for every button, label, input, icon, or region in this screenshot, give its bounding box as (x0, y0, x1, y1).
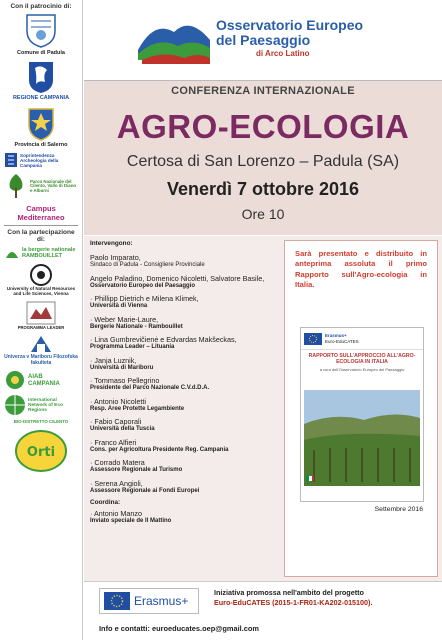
report-announcement: Sarà presentato e distribuito in anteprima assoluta il primo Rapporto sull'Agro-ecologia in Italia. (295, 249, 427, 289)
speaker-role: Programma Leader – Lituania (90, 344, 175, 350)
speaker-role: Università di Vienna (90, 303, 148, 309)
speaker-role: Presidente del Parco Nazionale C.V.d.D.A. (90, 385, 210, 391)
speaker-item (90, 253, 280, 270)
regione-campania-logo (4, 60, 78, 101)
event-time: Ore 10 (241, 206, 285, 222)
provincia-salerno-caption: Provincia di Salerno (14, 142, 68, 149)
coordinator-item (90, 509, 280, 526)
speaker-name: Paolo Imparato, (90, 253, 141, 262)
maribor-caption: Univerza v Mariboru Filozofska fakulteta (4, 354, 78, 366)
coordinator-name: · Antonio Manzo (90, 509, 142, 518)
speaker-item (90, 294, 280, 311)
report-cover-erasmus-label: Erasmus+ (325, 333, 347, 339)
speaker-item (90, 417, 280, 434)
speaker-role: Resp. Aree Protette Legambiente (90, 405, 185, 412)
report-cover-subtitle: a cura dell'Osservatorio Europeo del Paesaggio (319, 367, 405, 373)
org-line2: del Paesaggio (216, 31, 311, 48)
coordinator-label: Coordina: (90, 499, 121, 506)
regione-campania-caption: REGIONE CAMPANIA (12, 95, 70, 102)
sidebar-divider (4, 225, 78, 226)
speaker-name: · Franco Alfieri (90, 437, 137, 447)
comune-padula-logo (4, 13, 78, 56)
speaker-item (90, 356, 280, 373)
speaker-role: Cons. per Agricoltura Presidente Reg. Campania (90, 446, 229, 453)
organizer-header (84, 0, 442, 80)
aiab-logo (4, 370, 78, 390)
event-title: AGRO-ECOLOGIA (116, 108, 410, 145)
boku-caption: University of Natural Resources and Life Sciences, Vienna (6, 285, 76, 296)
initiative-line1: Iniziativa promossa nell'ambito del progetto (214, 588, 364, 597)
report-date: Settembre 2016 (374, 506, 423, 513)
soprintendenza-logo (4, 152, 78, 168)
parco-caption: Parco Nazionale del Cilento, Vallo di Diano e Alburni (30, 178, 77, 194)
speaker-item (90, 274, 280, 291)
speaker-role: Università della Tuscia (90, 426, 155, 432)
conference-label: CONFERENZA INTERNAZIONALE (171, 85, 355, 97)
erasmus-label: Erasmus+ (134, 594, 189, 608)
speaker-name: · Weber Marie-Laure, (90, 314, 159, 324)
iner-logo (4, 394, 78, 416)
leader-caption: PROGRAMMA LEADER (17, 324, 65, 330)
leader-icon (26, 301, 56, 325)
initiative-text (214, 588, 439, 607)
event-date: Venerdì 7 ottobre 2016 (166, 179, 360, 199)
speaker-name: · Tommaso Pellegrino (90, 376, 160, 385)
campania-shield-icon (27, 60, 55, 94)
aiab-icon (4, 370, 26, 390)
speaker-name: · Serena Angioli, (90, 478, 143, 488)
speaker-role: Osservatorio Europeo del Paesaggio (90, 282, 196, 289)
org-line1: Osservatorio Europeo (216, 17, 364, 33)
parco-nazionale-logo (4, 172, 78, 200)
speaker-name: · Fabio Caporali (90, 417, 142, 426)
bergerie-icon (4, 246, 20, 260)
svg-text:Orti: Orti (26, 445, 56, 461)
leader-logo (4, 301, 78, 331)
boku-logo (4, 264, 78, 297)
speaker-name: · Janja Luznik, (90, 355, 137, 365)
speaker-role: Assessore Regionale al Turismo (90, 467, 183, 473)
soprintendenza-caption: Soprintendenza Archeologia della Campania (20, 153, 59, 169)
bio-distretto-logo (4, 419, 78, 425)
report-panel (284, 240, 438, 577)
bergerie-caption: la bergerie nationale RAMBOUILLET (22, 247, 76, 260)
eu-flag-icon (104, 592, 130, 610)
speaker-role: Bergerie Nationale - Rambouillet (90, 323, 183, 330)
contact-info: Info e contatti: euroeducates.oep@gmail.com (99, 624, 259, 633)
aiab-caption: AIAB CAMPANIA (28, 374, 60, 387)
speaker-name: · Antonio Nicoletti (90, 396, 146, 406)
event-place: Certosa di San Lorenzo – Padula (SA) (126, 153, 400, 170)
eu-flag-icon (304, 333, 322, 345)
organizer-name (216, 18, 363, 58)
maribor-logo (4, 334, 78, 366)
speaker-role: Università di Mariboru (90, 364, 154, 371)
report-cover (300, 327, 424, 513)
speakers-label: Intervengono: (90, 240, 133, 247)
erasmus-logo (99, 588, 199, 614)
bio-distretto-caption: BIO-DISTRETTO CILENTO (13, 419, 69, 425)
report-cover-title: RAPPORTO SULL'APPROCCIO ALL'AGRO-ECOLOGIA IN ITALIA (308, 353, 416, 366)
boku-icon (30, 264, 52, 286)
soprintendenza-icon (4, 152, 18, 168)
oep-landscape-icon (134, 10, 214, 66)
report-cover-erasmus (325, 333, 359, 344)
speaker-item (90, 335, 280, 352)
org-line3: di Arco Latino (256, 49, 310, 59)
provincia-salerno-logo (4, 105, 78, 148)
initiative-line2: Euro-EduCATES (2015-1-FR01-KA202-015100). (214, 597, 373, 607)
poster-main (84, 0, 442, 640)
speaker-item (90, 376, 280, 393)
bergerie-logo (4, 246, 78, 260)
speaker-item (90, 479, 280, 496)
event-band (84, 80, 442, 235)
globe-icon (4, 394, 26, 416)
footer (84, 581, 442, 640)
iner-caption: International Network of Eco Regions (28, 397, 63, 414)
maribor-icon (29, 334, 53, 354)
vineyard-image-icon (304, 390, 420, 486)
speaker-item (90, 458, 280, 475)
padula-crest-icon (21, 13, 61, 49)
parco-tree-icon (4, 172, 28, 200)
sponsor-sidebar (0, 0, 83, 640)
speaker-name: · Phillipp Dietrich e Milena Klimek, (90, 294, 199, 303)
content-area (84, 236, 442, 581)
speaker-name: · Corrado Matera (90, 458, 145, 467)
speaker-role: Sindaco di Padula - Consigliere Provinciale (90, 262, 205, 268)
campus-mediterraneo-logo (4, 204, 78, 222)
speaker-item (90, 315, 280, 332)
report-cover-header (301, 328, 423, 350)
patronage-label: Con il patrocinio di: (10, 3, 72, 10)
comune-padula-caption: Comune di Padula (17, 50, 65, 56)
coordinator-role: Inviato speciale de Il Mattino (90, 518, 172, 524)
orti-icon (14, 429, 68, 473)
speaker-item (90, 397, 280, 414)
campus-caption: Campus Mediterraneo (17, 204, 65, 222)
speaker-name: · Lina Gumbrevičienė e Edvardas Makšeckas, (90, 335, 237, 344)
speaker-role: Assessore Regionale ai Fondi Europei (90, 487, 200, 494)
speaker-name: Angelo Paladino, Domenico Nicoletti, Salvatore Basile, (90, 273, 265, 283)
orti-logo (4, 429, 78, 473)
speaker-item (90, 438, 280, 455)
participation-label: Con la partecipazione di: (7, 228, 75, 243)
speakers-list (90, 240, 280, 580)
report-cover-project: Euro-EduCATES (325, 338, 359, 344)
salerno-crest-icon (26, 105, 56, 141)
